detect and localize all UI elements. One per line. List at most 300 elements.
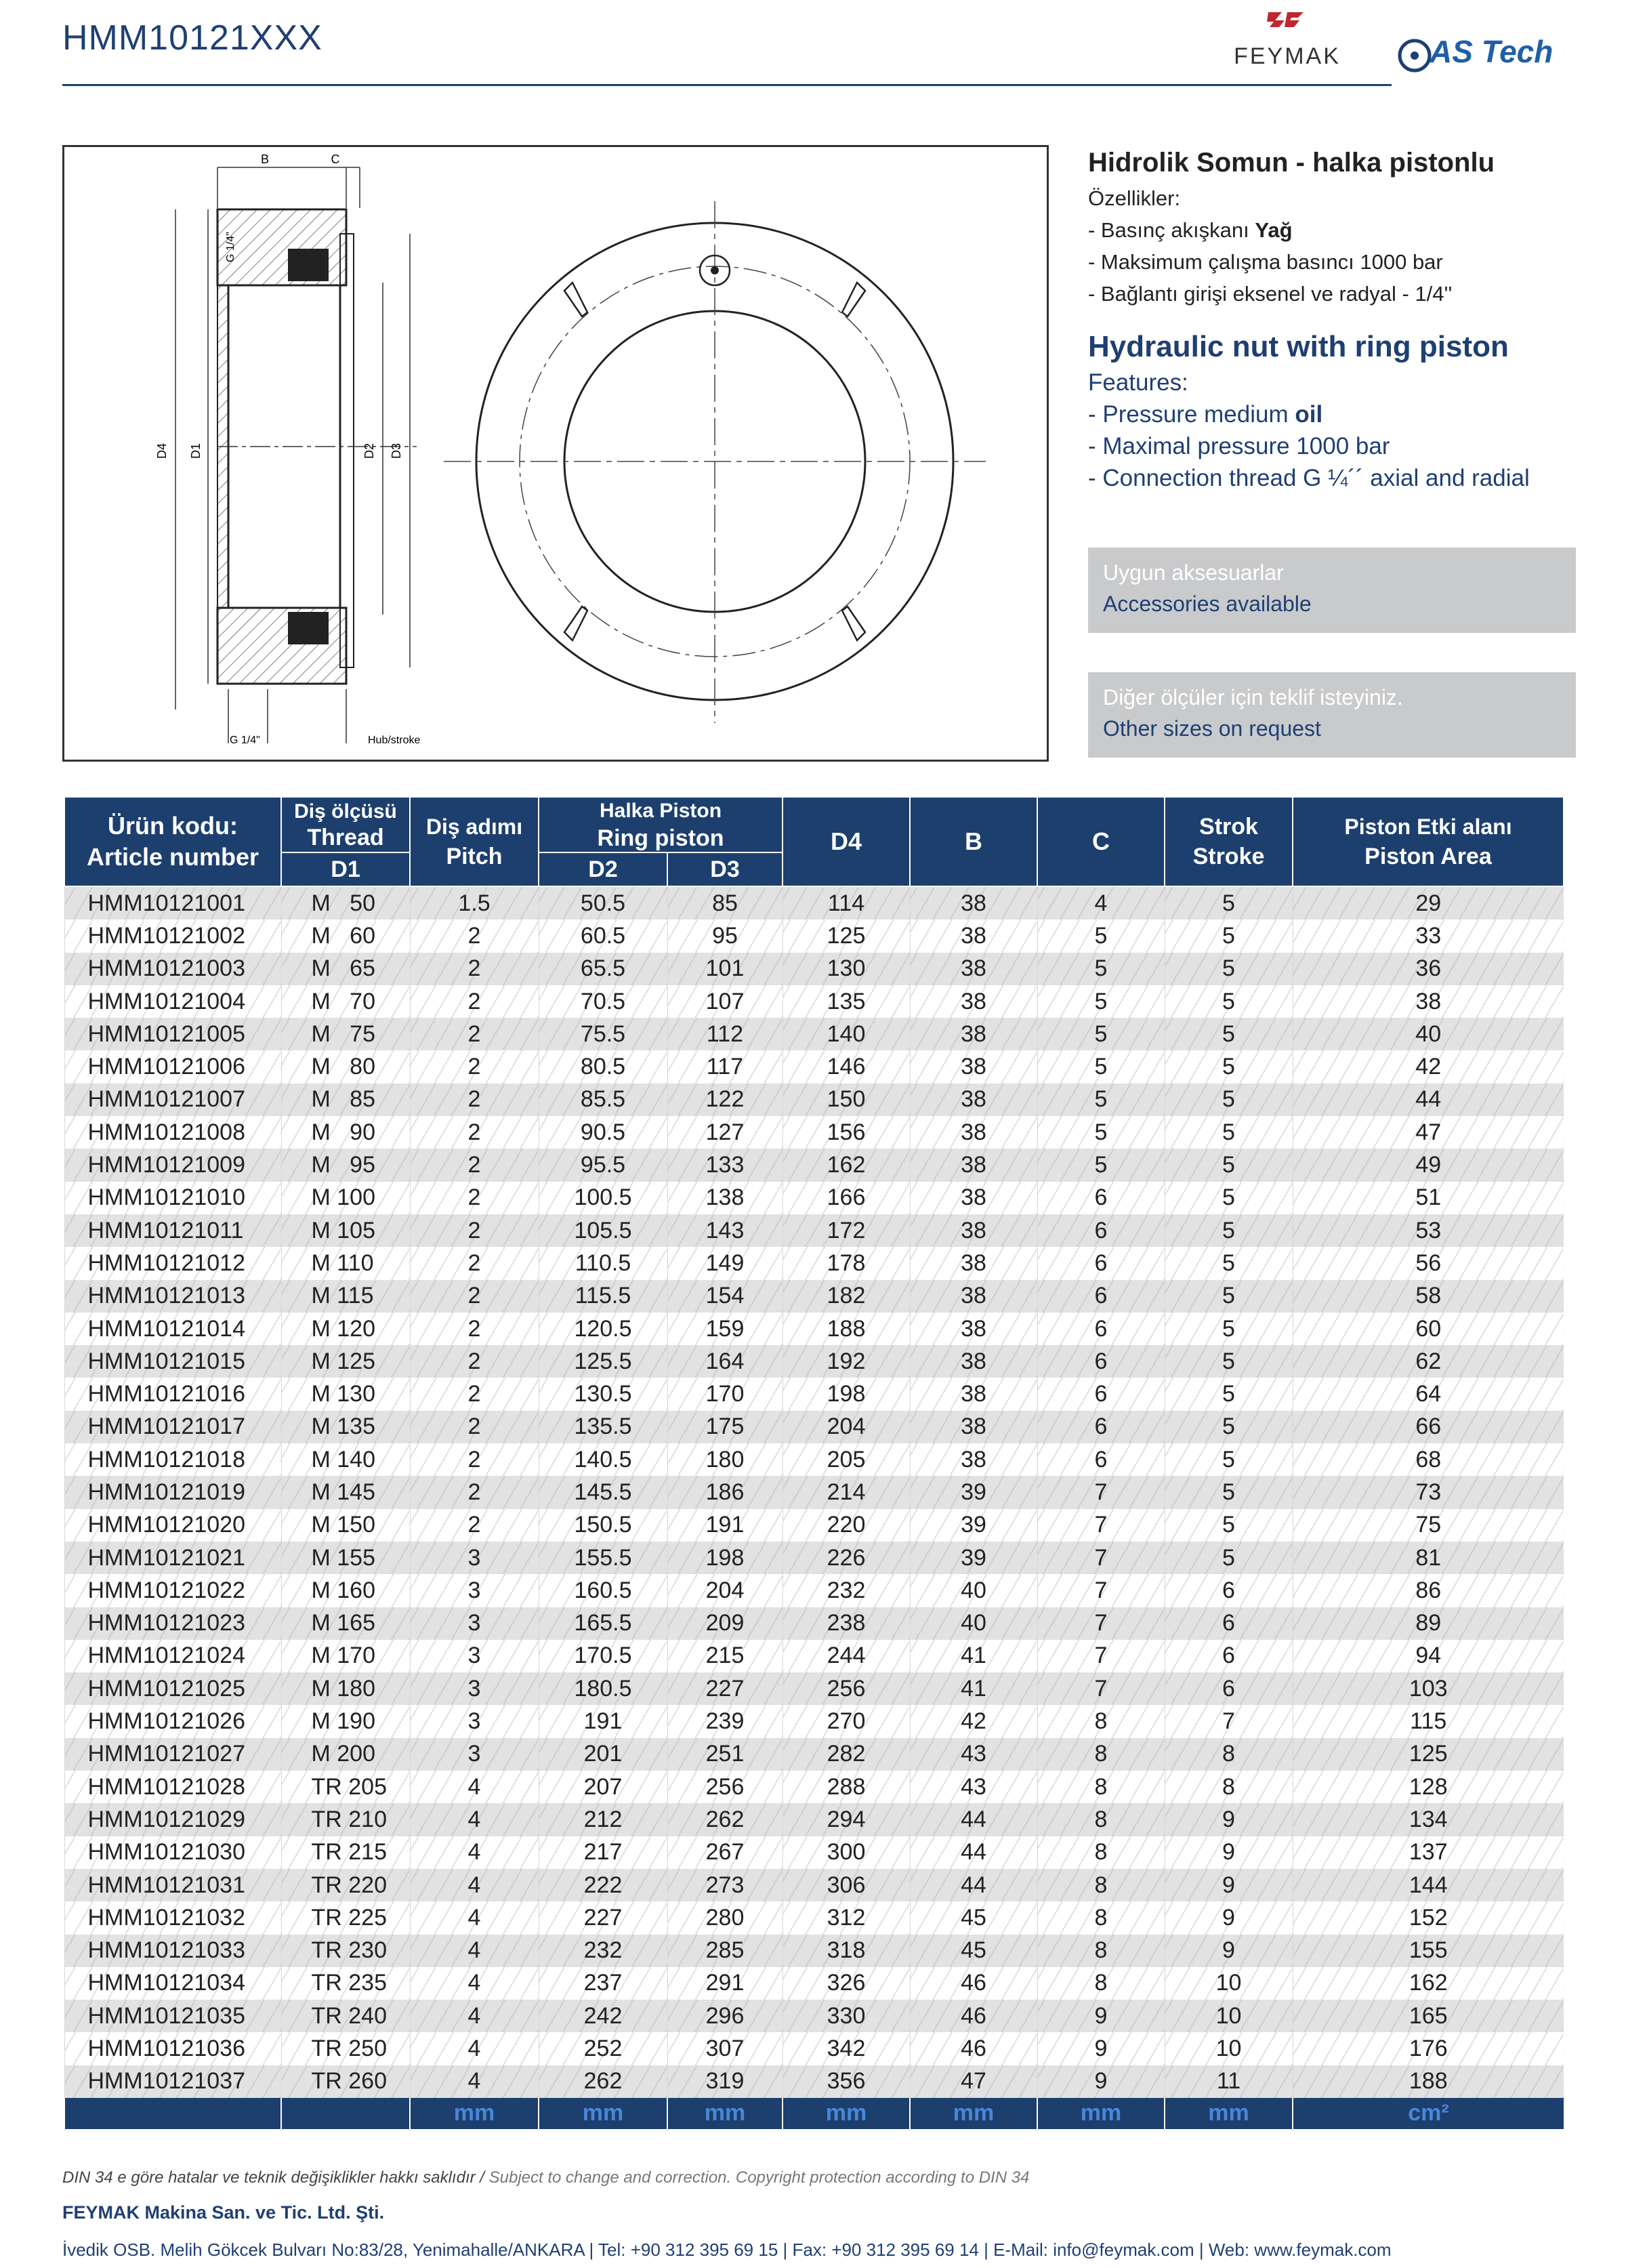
table-cell: 6 — [1037, 1345, 1165, 1378]
table-cell: 133 — [667, 1149, 783, 1181]
table-cell: 215 — [667, 1640, 783, 1672]
feymak-logo-text: FEYMAK — [1234, 43, 1341, 69]
table-cell: HMM10121025 — [64, 1672, 281, 1705]
table-cell: M 145 — [281, 1476, 410, 1508]
col-thread: Diş ölçüsü Thread — [281, 797, 410, 852]
other-sizes-tr: Diğer ölçüler için teklif isteyiniz. — [1103, 685, 1403, 709]
table-cell: 38 — [910, 1411, 1037, 1443]
table-cell: 1.5 — [410, 886, 539, 920]
table-cell: 46 — [910, 2000, 1037, 2032]
technical-drawing — [62, 145, 1049, 762]
col-d2: D2 — [539, 852, 667, 886]
table-cell: 204 — [783, 1411, 910, 1443]
table-cell: 154 — [667, 1280, 783, 1313]
accessories-en: Accessories available — [1103, 592, 1312, 616]
table-cell: 44 — [910, 1836, 1037, 1869]
table-row — [64, 1935, 1564, 1967]
table-cell: M 200 — [281, 1738, 410, 1771]
table-cell: 2 — [410, 953, 539, 985]
table-cell: 5 — [1165, 1345, 1293, 1378]
table-cell: 42 — [910, 1705, 1037, 1737]
table-cell: 5 — [1165, 1411, 1293, 1443]
table-cell: HMM10121026 — [64, 1705, 281, 1737]
table-cell: 115.5 — [539, 1280, 667, 1313]
dim-d3-label: D3 — [390, 442, 403, 459]
table-cell: 5 — [1165, 1018, 1293, 1050]
table-cell: 9 — [1165, 1901, 1293, 1934]
col-article: Ürün kodu: Article number — [64, 797, 281, 886]
table-cell: 5 — [1037, 953, 1165, 985]
table-cell: 5 — [1165, 1116, 1293, 1149]
table-cell: 134 — [1293, 1803, 1564, 1836]
table-cell: 149 — [667, 1247, 783, 1279]
table-cell: 6 — [1037, 1214, 1165, 1247]
table-cell: 4 — [410, 1967, 539, 2000]
table-cell: 2 — [410, 1050, 539, 1083]
unit-cell: mm — [910, 2098, 1037, 2129]
table-cell: 5 — [1037, 1050, 1165, 1083]
footer-address: İvedik OSB. Melih Gökcek Bulvarı No:83/28, Yenimahalle/ANKARA | Tel: +90 312 395 69 15 | Fax: +90 312 395 69 14 | E-Mail: info@feymak.com | Web: www.feymak.com — [62, 2240, 1392, 2260]
table-cell: 165.5 — [539, 1607, 667, 1640]
table-cell: HMM10121009 — [64, 1149, 281, 1181]
table-cell: 182 — [783, 1280, 910, 1313]
table-cell: 172 — [783, 1214, 910, 1247]
table-cell: 85 — [667, 886, 783, 920]
table-cell: M 60 — [281, 920, 410, 952]
table-cell: 8 — [1165, 1771, 1293, 1803]
table-cell: 110.5 — [539, 1247, 667, 1279]
table-cell: 29 — [1293, 886, 1564, 920]
table-cell: 356 — [783, 2065, 910, 2098]
table-cell: 40 — [910, 1607, 1037, 1640]
table-cell: 38 — [910, 1018, 1037, 1050]
table-row — [64, 1411, 1564, 1443]
table-cell: 5 — [1165, 1050, 1293, 1083]
table-cell: 10 — [1165, 2032, 1293, 2065]
table-row — [64, 1901, 1564, 1934]
table-cell: 300 — [783, 1836, 910, 1869]
table-cell: 4 — [410, 2000, 539, 2032]
table-cell: 2 — [410, 920, 539, 952]
table-cell: 191 — [667, 1509, 783, 1542]
other-sizes-box[interactable] — [1088, 672, 1576, 758]
table-row — [64, 1050, 1564, 1083]
table-cell: 207 — [539, 1771, 667, 1803]
table-cell: M 125 — [281, 1345, 410, 1378]
table-cell: 152 — [1293, 1901, 1564, 1934]
col-stroke: Strok Stroke — [1165, 797, 1293, 886]
table-cell: 95.5 — [539, 1149, 667, 1181]
col-area: Piston Etki alanı Piston Area — [1293, 797, 1564, 886]
table-cell: 38 — [1293, 985, 1564, 1018]
table-row — [64, 1214, 1564, 1247]
unit-cell: mm — [1037, 2098, 1165, 2129]
table-cell: 125.5 — [539, 1345, 667, 1378]
table-cell: 64 — [1293, 1378, 1564, 1410]
table-cell: 244 — [783, 1640, 910, 1672]
table-cell: 280 — [667, 1901, 783, 1934]
table-cell: 43 — [910, 1738, 1037, 1771]
table-cell: 89 — [1293, 1607, 1564, 1640]
table-cell: 198 — [783, 1378, 910, 1410]
table-cell: 36 — [1293, 953, 1564, 985]
table-cell: 7 — [1037, 1607, 1165, 1640]
table-cell: 2 — [410, 1182, 539, 1214]
table-cell: 11 — [1165, 2065, 1293, 2098]
table-cell: HMM10121013 — [64, 1280, 281, 1313]
table-cell: 66 — [1293, 1411, 1564, 1443]
table-cell: 252 — [539, 2032, 667, 2065]
table-cell: 4 — [410, 1771, 539, 1803]
table-cell: HMM10121016 — [64, 1378, 281, 1410]
table-cell: M 90 — [281, 1116, 410, 1149]
table-cell: 294 — [783, 1803, 910, 1836]
table-cell: 188 — [783, 1313, 910, 1345]
table-cell: M 105 — [281, 1214, 410, 1247]
table-cell: 128 — [1293, 1771, 1564, 1803]
table-cell: M 150 — [281, 1509, 410, 1542]
table-cell: 101 — [667, 953, 783, 985]
table-cell: 47 — [910, 2065, 1037, 2098]
table-cell: 214 — [783, 1476, 910, 1508]
dim-d4-label: D4 — [155, 442, 169, 459]
table-cell: 6 — [1037, 1411, 1165, 1443]
table-cell: 4 — [1037, 886, 1165, 920]
dim-d2-label: D2 — [362, 442, 376, 459]
table-row — [64, 1509, 1564, 1542]
table-cell: 166 — [783, 1182, 910, 1214]
table-cell: 8 — [1037, 1738, 1165, 1771]
table-cell: 201 — [539, 1738, 667, 1771]
feature-en-1: - Pressure medium oil — [1088, 401, 1323, 428]
table-cell: 44 — [910, 1869, 1037, 1901]
table-cell: 4 — [410, 1901, 539, 1934]
table-cell: 9 — [1037, 2032, 1165, 2065]
table-cell: 41 — [910, 1672, 1037, 1705]
table-cell: 8 — [1037, 1901, 1165, 1934]
table-cell: 256 — [783, 1672, 910, 1705]
table-cell: 44 — [910, 1803, 1037, 1836]
table-cell: M 50 — [281, 886, 410, 920]
table-cell: 5 — [1037, 1084, 1165, 1116]
table-row — [64, 1247, 1564, 1279]
table-cell: 39 — [910, 1476, 1037, 1508]
table-cell: M 130 — [281, 1378, 410, 1410]
table-cell: M 110 — [281, 1247, 410, 1279]
table-cell: 220 — [783, 1509, 910, 1542]
table-cell: 267 — [667, 1836, 783, 1869]
table-cell: 175 — [667, 1411, 783, 1443]
col-d3: D3 — [667, 852, 783, 886]
table-cell: 146 — [783, 1050, 910, 1083]
table-cell: 8 — [1037, 1836, 1165, 1869]
table-cell: 58 — [1293, 1280, 1564, 1313]
table-cell: 4 — [410, 1869, 539, 1901]
table-cell: 4 — [410, 2032, 539, 2065]
table-cell: 198 — [667, 1542, 783, 1574]
table-cell: HMM10121019 — [64, 1476, 281, 1508]
table-row — [64, 1476, 1564, 1508]
page-title: HMM10121XXX — [62, 18, 322, 58]
table-cell: 62 — [1293, 1345, 1564, 1378]
table-cell: M 80 — [281, 1050, 410, 1083]
astech-logo — [1396, 20, 1572, 81]
table-cell: 125 — [1293, 1738, 1564, 1771]
table-row — [64, 1313, 1564, 1345]
table-cell: 170 — [667, 1378, 783, 1410]
table-cell: 256 — [667, 1771, 783, 1803]
feature-en-2: - Maximal pressure 1000 bar — [1088, 433, 1390, 459]
table-cell: TR 210 — [281, 1803, 410, 1836]
table-cell: 49 — [1293, 1149, 1564, 1181]
table-cell: 56 — [1293, 1247, 1564, 1279]
table-cell: HMM10121021 — [64, 1542, 281, 1574]
table-cell: TR 230 — [281, 1935, 410, 1967]
table-cell: 164 — [667, 1345, 783, 1378]
table-cell: 51 — [1293, 1182, 1564, 1214]
table-cell: 100.5 — [539, 1182, 667, 1214]
table-cell: 45 — [910, 1901, 1037, 1934]
table-cell: 45 — [910, 1935, 1037, 1967]
dim-c-label: C — [331, 152, 340, 166]
table-cell: 46 — [910, 2032, 1037, 2065]
spec-table — [64, 796, 1563, 2129]
table-cell: M 70 — [281, 985, 410, 1018]
table-cell: 38 — [910, 1313, 1037, 1345]
table-row — [64, 920, 1564, 952]
table-row — [64, 953, 1564, 985]
table-row — [64, 1018, 1564, 1050]
table-cell: 94 — [1293, 1640, 1564, 1672]
table-cell: 4 — [410, 1836, 539, 1869]
table-cell: 9 — [1037, 2065, 1165, 2098]
table-cell: 68 — [1293, 1443, 1564, 1476]
table-cell: 232 — [539, 1935, 667, 1967]
table-row — [64, 1182, 1564, 1214]
table-cell: 135.5 — [539, 1411, 667, 1443]
heading-tr: Hidrolik Somun - halka pistonlu — [1088, 148, 1495, 178]
table-cell: 6 — [1165, 1607, 1293, 1640]
table-cell: 2 — [410, 1378, 539, 1410]
table-cell: 5 — [1165, 1280, 1293, 1313]
table-cell: 65.5 — [539, 953, 667, 985]
table-cell: M 135 — [281, 1411, 410, 1443]
table-cell: HMM10121004 — [64, 985, 281, 1018]
dim-g-axial-label: G 1/4" — [225, 232, 236, 262]
table-cell: 156 — [783, 1116, 910, 1149]
table-cell: M 75 — [281, 1018, 410, 1050]
table-cell: 38 — [910, 1116, 1037, 1149]
table-cell: 38 — [910, 985, 1037, 1018]
table-cell: 5 — [1037, 920, 1165, 952]
dim-d1-label: D1 — [189, 442, 203, 459]
feature-tr-3: - Bağlantı girişi eksenel ve radyal - 1/4'' — [1088, 282, 1453, 306]
table-cell: 270 — [783, 1705, 910, 1737]
accessories-box[interactable] — [1088, 548, 1576, 633]
table-row — [64, 886, 1564, 920]
table-row — [64, 2032, 1564, 2065]
table-cell: 160.5 — [539, 1574, 667, 1607]
table-cell: 8 — [1165, 1738, 1293, 1771]
table-cell: 5 — [1165, 1214, 1293, 1247]
table-cell: 6 — [1165, 1574, 1293, 1607]
table-cell: 41 — [910, 1640, 1037, 1672]
table-cell: 2 — [410, 1411, 539, 1443]
table-cell: 38 — [910, 1443, 1037, 1476]
table-cell: HMM10121031 — [64, 1869, 281, 1901]
table-cell: 342 — [783, 2032, 910, 2065]
table-cell: 318 — [783, 1935, 910, 1967]
table-cell: 39 — [910, 1509, 1037, 1542]
table-cell: HMM10121018 — [64, 1443, 281, 1476]
table-cell: 130.5 — [539, 1378, 667, 1410]
table-cell: 75.5 — [539, 1018, 667, 1050]
table-cell: 5 — [1165, 1378, 1293, 1410]
table-cell: 326 — [783, 1967, 910, 2000]
table-cell: 33 — [1293, 920, 1564, 952]
table-cell: 38 — [910, 1345, 1037, 1378]
units-row — [64, 2098, 1564, 2129]
table-cell: 114 — [783, 886, 910, 920]
table-cell: HMM10121027 — [64, 1738, 281, 1771]
table-cell: 165 — [1293, 2000, 1564, 2032]
dim-g-radial-label: G 1/4" — [230, 735, 260, 746]
table-cell: HMM10121034 — [64, 1967, 281, 2000]
table-cell: 150.5 — [539, 1509, 667, 1542]
table-cell: 140 — [783, 1018, 910, 1050]
table-cell: TR 220 — [281, 1869, 410, 1901]
table-cell: 137 — [1293, 1836, 1564, 1869]
table-cell: 38 — [910, 1247, 1037, 1279]
table-cell: 3 — [410, 1607, 539, 1640]
table-cell: 8 — [1037, 1803, 1165, 1836]
table-cell: 145.5 — [539, 1476, 667, 1508]
table-cell: 2 — [410, 1509, 539, 1542]
table-cell: HMM10121029 — [64, 1803, 281, 1836]
table-cell: 5 — [1165, 886, 1293, 920]
table-cell: 40 — [910, 1574, 1037, 1607]
table-cell: 155 — [1293, 1935, 1564, 1967]
table-cell: 9 — [1037, 2000, 1165, 2032]
table-cell: 38 — [910, 1149, 1037, 1181]
table-cell: 6 — [1165, 1640, 1293, 1672]
table-cell: 38 — [910, 1050, 1037, 1083]
table-cell: 5 — [1165, 1509, 1293, 1542]
table-cell: 81 — [1293, 1542, 1564, 1574]
table-cell: HMM10121022 — [64, 1574, 281, 1607]
product-description — [1088, 148, 1576, 494]
table-cell: 112 — [667, 1018, 783, 1050]
table-cell: 170.5 — [539, 1640, 667, 1672]
table-cell: 53 — [1293, 1214, 1564, 1247]
table-cell: M 160 — [281, 1574, 410, 1607]
table-cell: 40 — [1293, 1018, 1564, 1050]
table-cell: HMM10121015 — [64, 1345, 281, 1378]
table-cell: 2 — [410, 1214, 539, 1247]
table-cell: 319 — [667, 2065, 783, 2098]
table-cell: 162 — [1293, 1967, 1564, 2000]
table-cell: 38 — [910, 1214, 1037, 1247]
table-cell: HMM10121037 — [64, 2065, 281, 2098]
table-cell: TR 250 — [281, 2032, 410, 2065]
table-cell: 5 — [1165, 1247, 1293, 1279]
table-cell: 296 — [667, 2000, 783, 2032]
col-d4: D4 — [783, 797, 910, 886]
table-cell: 75 — [1293, 1509, 1564, 1542]
table-cell: 306 — [783, 1869, 910, 1901]
table-cell: M 65 — [281, 953, 410, 985]
table-cell: 222 — [539, 1869, 667, 1901]
table-cell: 60.5 — [539, 920, 667, 952]
table-cell: 6 — [1037, 1443, 1165, 1476]
table-cell: 70.5 — [539, 985, 667, 1018]
table-cell: 212 — [539, 1803, 667, 1836]
feature-en-3: - Connection thread G ¼´´ axial and radial — [1088, 465, 1530, 491]
table-cell: TR 260 — [281, 2065, 410, 2098]
table-cell: TR 205 — [281, 1771, 410, 1803]
table-cell: 4 — [410, 1803, 539, 1836]
table-cell: 251 — [667, 1738, 783, 1771]
table-cell: 105.5 — [539, 1214, 667, 1247]
table-cell: 7 — [1037, 1542, 1165, 1574]
table-row — [64, 1771, 1564, 1803]
table-cell: 47 — [1293, 1116, 1564, 1149]
astech-logo-text: AS Tech — [1430, 34, 1554, 69]
table-cell: 38 — [910, 1084, 1037, 1116]
table-cell: 73 — [1293, 1476, 1564, 1508]
table-cell: M 155 — [281, 1542, 410, 1574]
table-cell: M 115 — [281, 1280, 410, 1313]
table-row — [64, 1084, 1564, 1116]
table-cell: M 100 — [281, 1182, 410, 1214]
accessories-tr: Uygun aksesuarlar — [1103, 560, 1284, 585]
table-cell: 138 — [667, 1182, 783, 1214]
table-cell: 3 — [410, 1705, 539, 1737]
table-cell: 135 — [783, 985, 910, 1018]
feature-tr-1: - Basınç akışkanı Yağ — [1088, 218, 1293, 242]
table-cell: 5 — [1037, 1018, 1165, 1050]
table-cell: M 180 — [281, 1672, 410, 1705]
table-cell: 5 — [1037, 1116, 1165, 1149]
table-cell: 273 — [667, 1869, 783, 1901]
header-rule — [62, 84, 1392, 86]
table-cell: 5 — [1165, 1182, 1293, 1214]
table-cell: 2 — [410, 1443, 539, 1476]
features-label-en: Features: — [1088, 369, 1188, 396]
table-cell: 2 — [410, 1345, 539, 1378]
table-cell: 192 — [783, 1345, 910, 1378]
table-cell: 291 — [667, 1967, 783, 2000]
table-cell: 122 — [667, 1084, 783, 1116]
table-row — [64, 1640, 1564, 1672]
table-cell: 130 — [783, 953, 910, 985]
table-cell: 117 — [667, 1050, 783, 1083]
table-cell: HMM10121012 — [64, 1247, 281, 1279]
table-cell: HMM10121036 — [64, 2032, 281, 2065]
table-row — [64, 1574, 1564, 1607]
table-row — [64, 1836, 1564, 1869]
table-cell: 262 — [539, 2065, 667, 2098]
table-cell: 144 — [1293, 1869, 1564, 1901]
table-cell: 178 — [783, 1247, 910, 1279]
table-cell: 6 — [1037, 1313, 1165, 1345]
dim-b-label: B — [260, 152, 270, 166]
table-cell: 227 — [539, 1901, 667, 1934]
table-cell: 38 — [910, 920, 1037, 952]
table-cell: 191 — [539, 1705, 667, 1737]
table-cell: 103 — [1293, 1672, 1564, 1705]
table-cell: 238 — [783, 1607, 910, 1640]
